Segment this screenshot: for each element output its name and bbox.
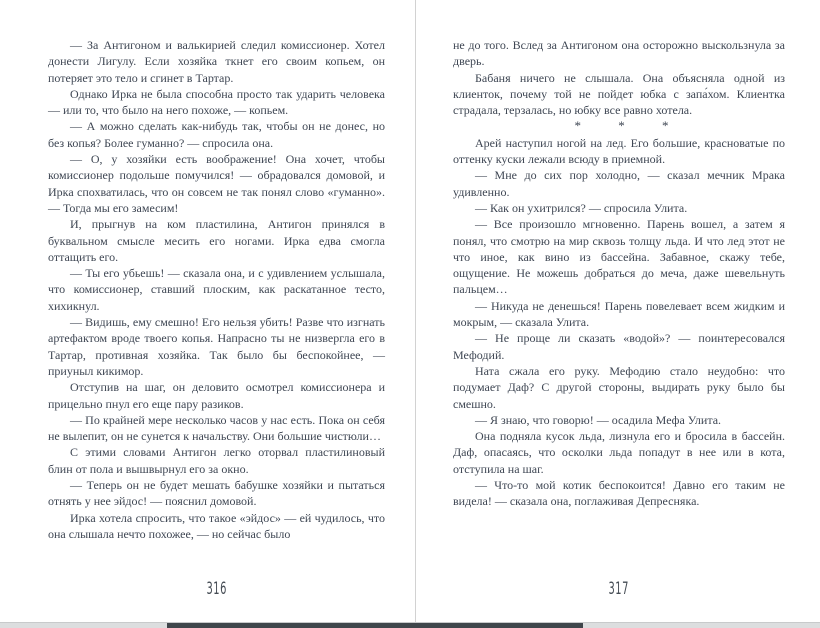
horizontal-scrollbar-thumb[interactable]	[167, 623, 583, 628]
paragraph: — А можно сделать как-нибудь так, чтобы он не донес, но без копья? Более гуманно? — спросила она.	[48, 119, 385, 150]
paragraph: — Не проще ли сказать «водой»? — поинтересовался Мефодий.	[453, 331, 785, 362]
paragraph: — Все произошло мгновенно. Парень вошел, а затем я понял, что смотрю на мир сквозь толщу льда. И что лед этот не что иное, как вино из бассейна. Забавное, скажу тебе, ощущение. Не можешь добраться до меча, даже шевельнуть пальцем…	[453, 217, 785, 297]
paragraph: — Никуда не денешься! Парень повелевает всем жидким и мокрым, — сказала Улита.	[453, 298, 785, 330]
paragraph: Она подняла кусок льда, лизнула его и бросила в бассейн. Даф, опасаясь, что осколки льда попадут в нее или в кота, отступила на шаг.	[453, 429, 785, 476]
paragraph: Арей наступил ногой на лед. Его большие, красноватые по оттенку куски лежали всюду в приемной.	[453, 135, 785, 167]
paragraph: И, прыгнув на ком пластилина, Антигон принялся в буквальном смысле месить его ногами. Ирка едва смогла оттащить его.	[48, 217, 385, 264]
section-break-asterisks: * * *	[574, 118, 686, 134]
paragraph: — Теперь он не будет мешать бабушке хозяйки и пытаться отнять у нее эйдос! — пояснил домовой.	[48, 478, 385, 509]
paragraph: С этими словами Антигон легко оторвал пластилиновый блин от пола и вышвырнул его за окно.	[48, 445, 385, 476]
paragraph: — Как он ухитрился? — спросила Улита.	[475, 200, 688, 215]
paragraph: Ирка хотела спросить, что такое «эйдос» — ей чудилось, что она слышала нечто похожее, — но сейчас было	[48, 510, 385, 541]
page-gutter-divider	[415, 0, 416, 622]
paragraph: — Что-то мой котик беспокоится! Давно его таким не видела! — сказала она, поглаживая Депресняка.	[453, 478, 785, 509]
paragraph: Отступив на шаг, он деловито осмотрел комиссионера и прицельно пнул его еще пару разиков.	[48, 380, 385, 411]
paragraph: — Я знаю, что говорю! — осадила Мефа Улита.	[475, 412, 722, 427]
paragraph: — Мне до сих пор холодно, — сказал мечник Мрака удивленно.	[453, 168, 785, 199]
paragraph: — Видишь, ему смешно! Его нельзя убить! Разве что изгнать артефактом вроде твоего копья. Напрасно ты не низвергла его в Тартар, противная хозяйка. Так было бы беспокойнее, — приуныл кикимор.	[48, 315, 385, 378]
paragraph: Бабаня ничего не слышала. Она объясняла одной из клиенток, почему той не пойдет юбка с запа́хом. Клиентка страдала, терзалась, но юбку все равно хотела.	[453, 70, 785, 118]
paragraph: — За Антигоном и валькирией следил комиссионер. Хотел донести Лигулу. Если хозяйка ткнет его своим копьем, он потеряет это тело и сгинет в Тартар.	[48, 38, 385, 85]
left-page-number-value: 316	[206, 579, 227, 599]
paragraph: Ната сжала его руку. Мефодию стало неудобно: что подумает Даф? С другой стороны, выдирать руку было бы смешно.	[453, 363, 785, 411]
left-page-text	[48, 37, 385, 542]
right-page-text	[453, 37, 785, 510]
paragraph: — О, у хозяйки есть воображение! Она хочет, чтобы комиссионер подольше помучился! — обрадовался домовой, и Ирка спохватилась, что он совсем не так понял слово «гуманно». — Тогда мы его замесим!	[48, 152, 385, 215]
paragraph-continuation: не до того. Вслед за Антигоном она осторожно выскользнула за дверь.	[453, 38, 785, 69]
paragraph: Однако Ирка не была способна просто так ударить человека — или то, что было на него похоже, — копьем.	[48, 86, 385, 118]
left-page-number	[48, 579, 385, 599]
paragraph: — Ты его убьешь! — сказала она, и с удивлением услышала, что комиссионер, ставший плоским, как раскатанное тесто, хихикнул.	[48, 266, 385, 313]
right-page-number	[453, 579, 785, 599]
right-page-number-value: 317	[608, 579, 630, 599]
horizontal-scrollbar[interactable]	[0, 622, 820, 628]
paragraph: — По крайней мере несколько часов у нас есть. Пока он себя не вылепит, он не сунется к начальству. Они большие чистюли…	[48, 412, 385, 444]
